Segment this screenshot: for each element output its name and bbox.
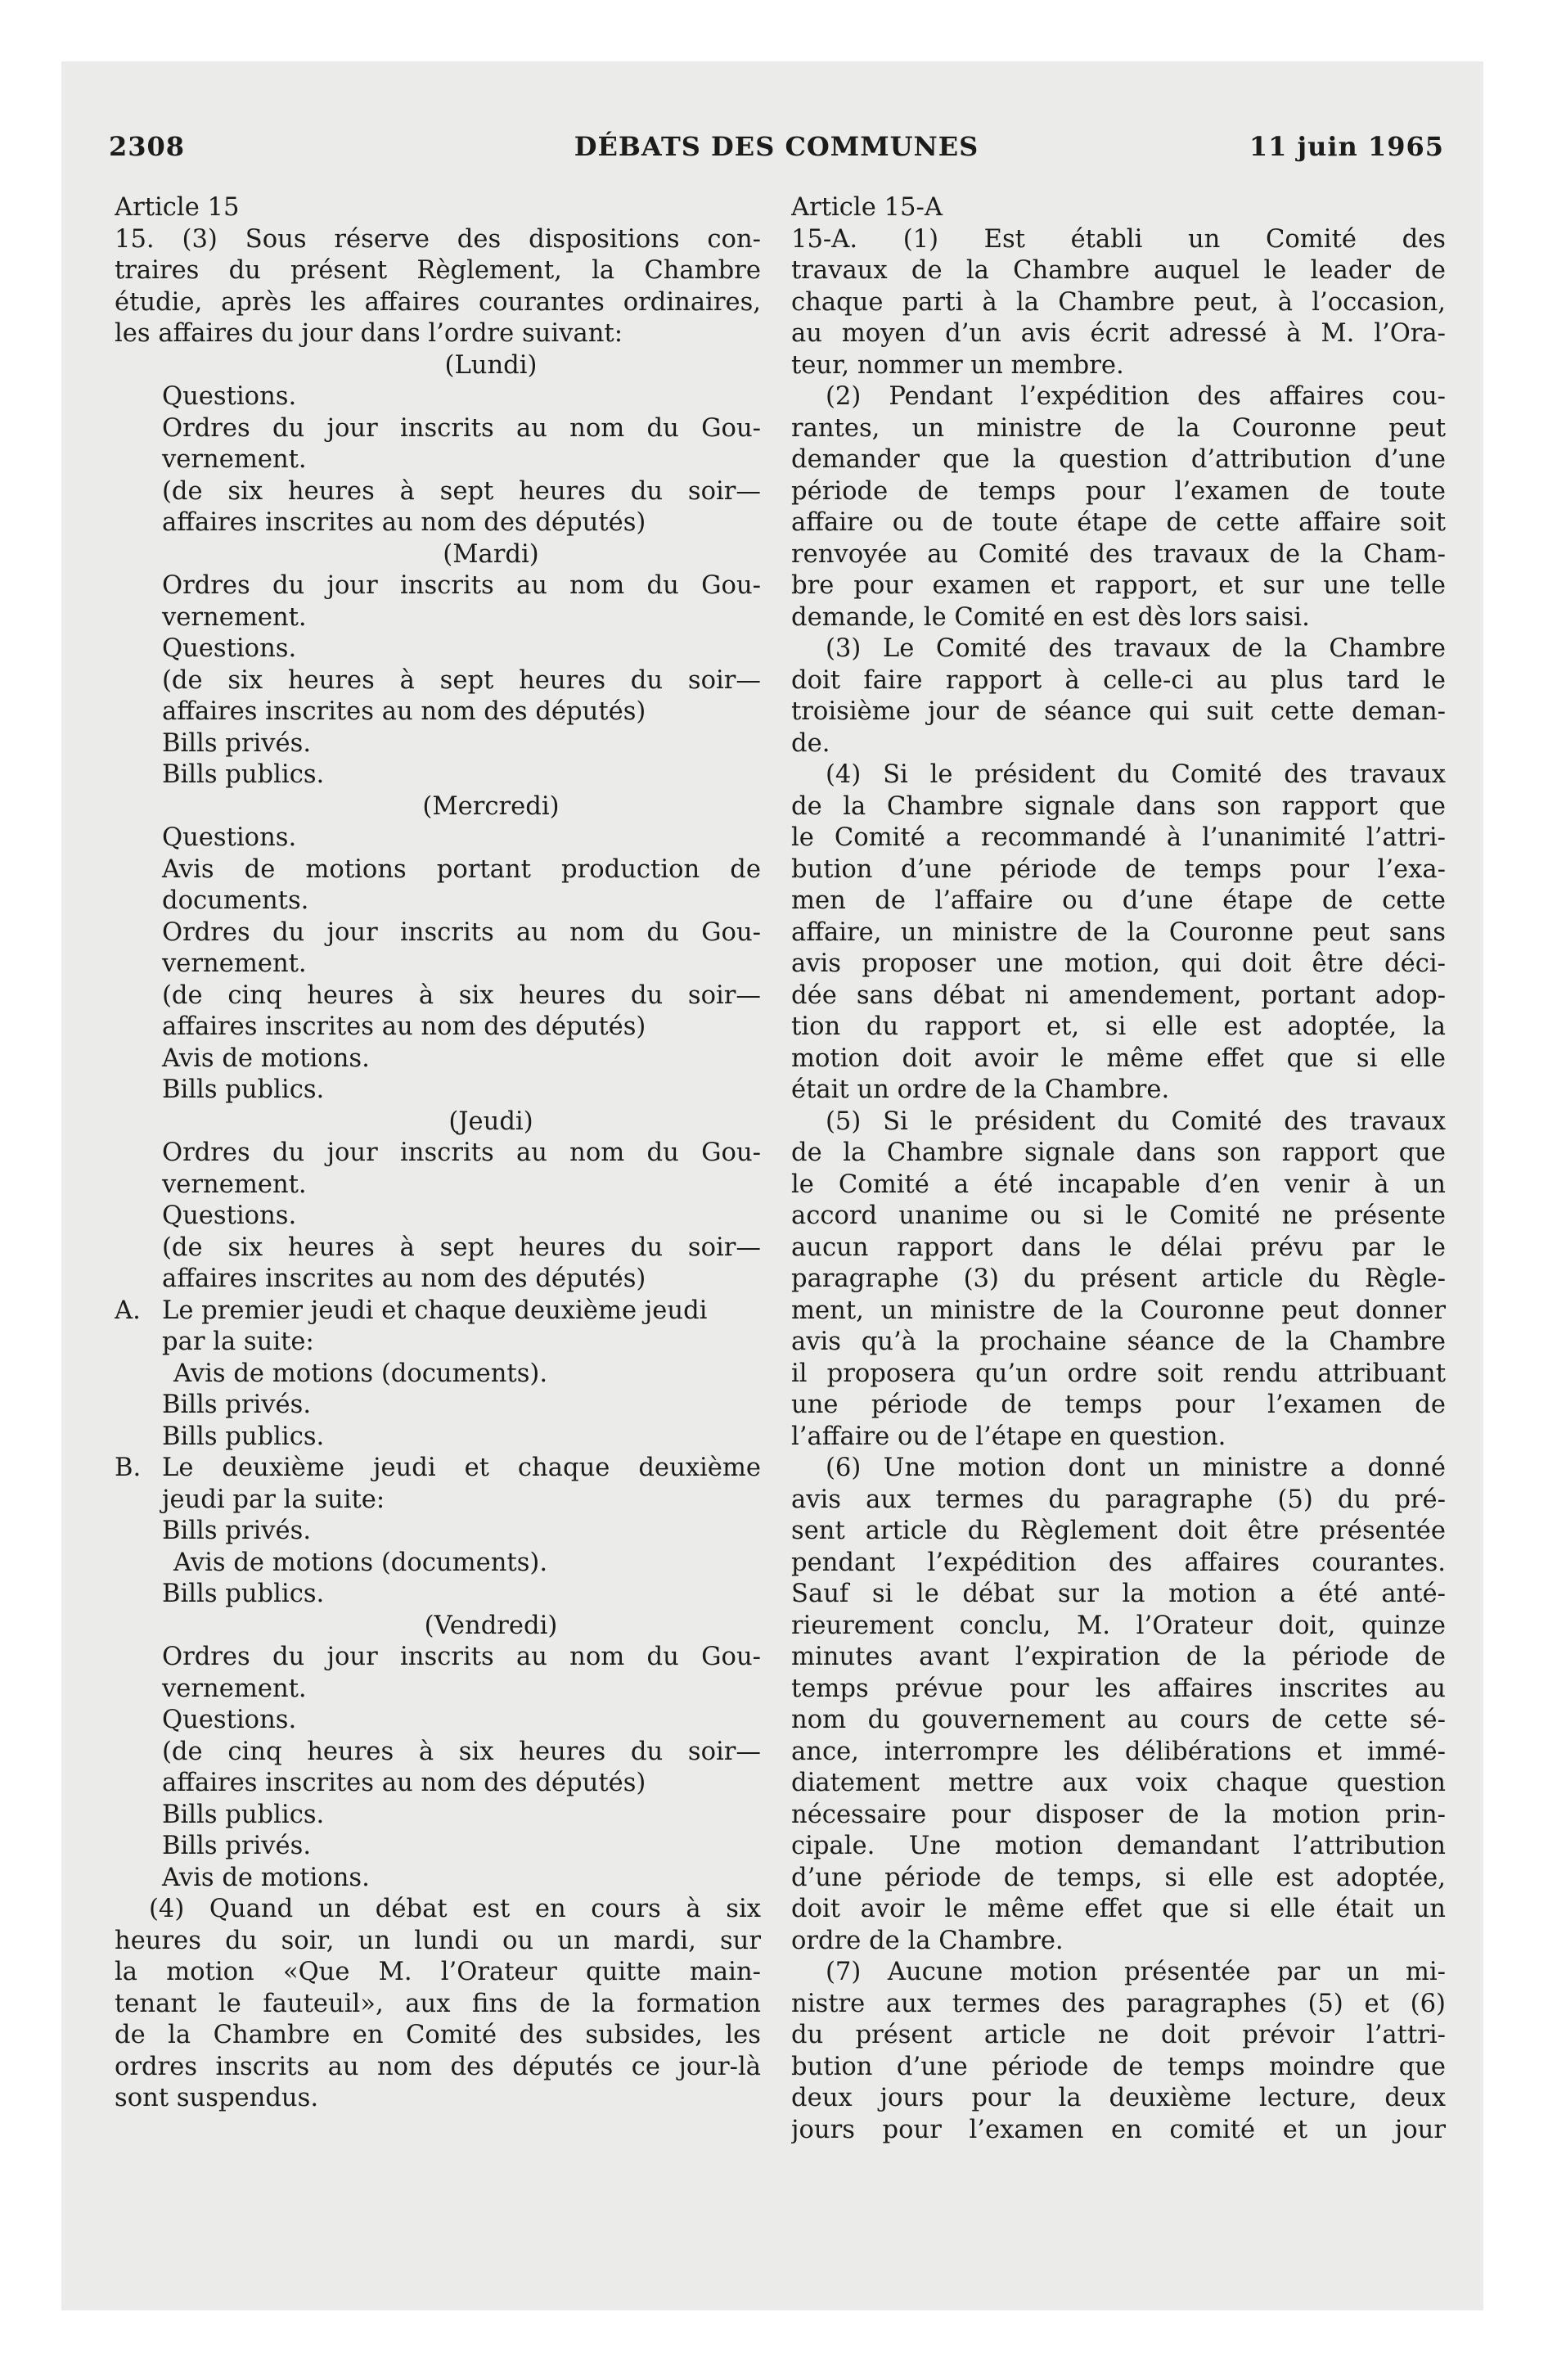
page-header xyxy=(109,131,1444,172)
text-line: du présent article ne doit prévoir l’attri- xyxy=(791,2021,1446,2049)
text-line: ordre de la Chambre. xyxy=(791,1926,1064,1955)
text-line: tion du rapport et, si elle est adoptée, la xyxy=(791,1012,1446,1041)
text-line: tenant le fauteuil», aux fins de la formation xyxy=(115,1989,761,2018)
text-line: nistre aux termes des paragraphes (5) et (6) xyxy=(791,1989,1446,2018)
text-line: de la Chambre signale dans son rapport que xyxy=(791,1138,1446,1167)
text-line: Avis de motions. xyxy=(162,1044,370,1073)
day-heading: (Jeudi) xyxy=(448,1107,533,1136)
text-line: doit avoir le même effet que si elle était un xyxy=(791,1895,1446,1923)
text-line: le Comité a recommandé à l’unanimité l’attri- xyxy=(791,823,1446,852)
article-heading: Article 15 xyxy=(115,193,240,222)
text-line: affaires inscrites au nom des députés) xyxy=(162,508,646,537)
item-text: Le premier jeudi et chaque deuxième jeudi xyxy=(162,1296,708,1325)
text-line: ment, un ministre de la Couronne peut donner xyxy=(791,1296,1446,1325)
text-line: affaires inscrites au nom des députés) xyxy=(162,1769,646,1797)
page-number: 2308 xyxy=(109,131,186,162)
text-line: vernement. xyxy=(162,602,307,632)
text-line: diatement mettre aux voix chaque question xyxy=(791,1769,1446,1797)
text-line: rantes, un ministre de la Couronne peut xyxy=(791,413,1446,443)
day-heading: (Mardi) xyxy=(443,539,539,569)
text-line: (6) Une motion dont un ministre a donné xyxy=(826,1454,1446,1482)
item-text: Le deuxième jeudi et chaque deuxième xyxy=(162,1454,761,1482)
text-line: vernement. xyxy=(162,949,307,978)
text-line: Questions. xyxy=(162,1706,297,1734)
text-line: travaux de la Chambre auquel le leader de xyxy=(791,256,1446,285)
text-line: (2) Pendant l’expédition des affaires cou- xyxy=(826,382,1446,411)
text-line: Bills publics. xyxy=(162,760,325,789)
text-line: nécessaire pour disposer de la motion prin- xyxy=(791,1800,1446,1829)
text-line: dée sans débat ni amendement, portant adop- xyxy=(791,980,1446,1010)
text-line: deux jours pour la deuxième lecture, deux xyxy=(791,2084,1446,2112)
text-line: rieurement conclu, M. l’Orateur doit, quinze xyxy=(791,1611,1446,1640)
text-line: la motion «Que M. l’Orateur quitte main- xyxy=(115,1958,761,1986)
text-line: Avis de motions. xyxy=(162,1863,370,1892)
text-line: (4) Si le président du Comité des travaux xyxy=(826,760,1446,789)
text-line: Bills privés. xyxy=(162,728,312,758)
text-line: avis qu’à la prochaine séance de la Chambre xyxy=(791,1327,1446,1356)
text-line: Questions. xyxy=(162,382,297,411)
text-line: paragraphe (3) du présent article du Règle- xyxy=(791,1264,1446,1293)
text-line: Ordres du jour inscrits au nom du Gou- xyxy=(162,413,761,443)
text-line: ordres inscrits au nom des députés ce jour-là xyxy=(115,2052,761,2081)
text-line: motion doit avoir le même effet que si elle xyxy=(791,1044,1446,1073)
text-line: bution d’une période de temps moindre que xyxy=(791,2052,1446,2081)
text-line: au moyen d’un avis écrit adressé à M. l’Ora- xyxy=(791,319,1446,348)
text-line: (de six heures à sept heures du soir— xyxy=(162,476,761,506)
publication-date: 11 juin 1965 xyxy=(1249,131,1444,162)
text-line: jours pour l’examen en comité et un jour xyxy=(791,2115,1446,2144)
text-line: de la Chambre signale dans son rapport que xyxy=(791,791,1446,821)
text-line: (de cinq heures à six heures du soir— xyxy=(162,980,761,1010)
article-heading: Article 15-A xyxy=(791,193,943,222)
text-line: traires du présent Règlement, la Chambre xyxy=(115,256,761,285)
item-letter: A. xyxy=(115,1296,141,1325)
text-line: documents. xyxy=(162,886,309,915)
text-line: Questions. xyxy=(162,634,297,663)
text-line: (3) Le Comité des travaux de la Chambre xyxy=(826,634,1446,663)
text-line: l’affaire ou de l’étape en question. xyxy=(791,1422,1226,1451)
text-line: il proposera qu’un ordre soit rendu attribuant xyxy=(791,1359,1446,1388)
text-line: doit faire rapport à celle-ci au plus tard le xyxy=(791,665,1446,695)
right-column xyxy=(791,192,1446,2146)
document-page xyxy=(61,61,1483,2310)
text-line: Bills publics. xyxy=(162,1800,325,1829)
text-line: accord unanime ou si le Comité ne présente xyxy=(791,1201,1446,1230)
text-line: Ordres du jour inscrits au nom du Gou- xyxy=(162,571,761,600)
text-line: sent article du Règlement doit être présentée xyxy=(791,1517,1446,1545)
text-line: bre pour examen et rapport, et sur une telle xyxy=(791,571,1446,600)
text-line: vernement. xyxy=(162,1674,307,1703)
left-column xyxy=(115,192,761,2115)
text-line: affaire ou de toute étape de cette affaire soit xyxy=(791,508,1446,537)
text-line: Bills privés. xyxy=(162,1391,312,1419)
text-line xyxy=(115,1453,761,1485)
text-line: renvoyée au Comité des travaux de la Cham- xyxy=(791,539,1446,569)
text-line: était un ordre de la Chambre. xyxy=(791,1075,1170,1104)
text-line: (de six heures à sept heures du soir— xyxy=(162,665,761,695)
text-line: Ordres du jour inscrits au nom du Gou- xyxy=(162,917,761,947)
text-line: le Comité a été incapable d’en venir à un xyxy=(791,1170,1446,1199)
text-line: (de cinq heures à six heures du soir— xyxy=(162,1737,761,1766)
text-line: une période de temps pour l’examen de xyxy=(791,1391,1446,1419)
text-line: pendant l’expédition des affaires courantes. xyxy=(791,1548,1446,1577)
text-line xyxy=(115,1296,761,1327)
text-line: Avis de motions (documents). xyxy=(173,1359,548,1388)
text-line: heures du soir, un lundi ou un mardi, sur xyxy=(115,1926,761,1955)
text-line: troisième jour de séance qui suit cette deman- xyxy=(791,697,1446,726)
text-line: sont suspendus. xyxy=(115,2084,319,2112)
text-line: (7) Aucune motion présentée par un mi- xyxy=(826,1958,1446,1986)
day-heading: (Mercredi) xyxy=(422,791,560,821)
text-line: men de l’affaire ou d’une étape de cette xyxy=(791,886,1446,915)
text-line: ance, interrompre les délibérations et immé- xyxy=(791,1737,1446,1766)
text-line: d’une période de temps, si elle est adoptée, xyxy=(791,1863,1446,1892)
text-line: bution d’une période de temps pour l’exa- xyxy=(791,854,1446,884)
text-line: 15-A. (1) Est établi un Comité des xyxy=(791,224,1446,254)
text-line: Avis de motions portant production de xyxy=(162,854,761,884)
item-letter: B. xyxy=(115,1454,142,1482)
text-line: Bills publics. xyxy=(162,1580,325,1608)
text-line: nom du gouvernement au cours de cette sé- xyxy=(791,1706,1446,1734)
text-line: vernement. xyxy=(162,1170,307,1199)
text-line: de. xyxy=(791,728,830,758)
text-line: (4) Quand un débat est en cours à six xyxy=(149,1895,761,1923)
text-line: temps prévue pour les affaires inscrites au xyxy=(791,1674,1446,1703)
text-line: aucun rapport dans le délai prévu par le xyxy=(791,1233,1446,1262)
text-line: Bills privés. xyxy=(162,1832,312,1860)
text-line: minutes avant l’expiration de la période de xyxy=(791,1643,1446,1671)
text-line: chaque parti à la Chambre peut, à l’occasion, xyxy=(791,287,1446,317)
text-line: vernement. xyxy=(162,445,307,474)
text-line: avis aux termes du paragraphe (5) du pré- xyxy=(791,1485,1446,1514)
text-line: période de temps pour l’examen de toute xyxy=(791,476,1446,506)
text-line: cipale. Une motion demandant l’attribution xyxy=(791,1832,1446,1860)
text-line: teur, nommer un membre. xyxy=(791,350,1124,380)
text-line: étudie, après les affaires courantes ordinaires, xyxy=(115,287,761,317)
text-line: Avis de motions (documents). xyxy=(173,1548,548,1577)
text-line: les affaires du jour dans l’ordre suivant: xyxy=(115,319,623,348)
text-line: 15. (3) Sous réserve des dispositions con- xyxy=(115,224,761,254)
text-line: (5) Si le président du Comité des travaux xyxy=(826,1107,1446,1136)
text-line: affaires inscrites au nom des députés) xyxy=(162,697,646,726)
publication-title: DÉBATS DES COMMUNES xyxy=(574,131,979,162)
text-line: Questions. xyxy=(162,1201,297,1230)
text-line: Bills publics. xyxy=(162,1075,325,1104)
text-line: Bills privés. xyxy=(162,1517,312,1545)
text-line: Questions. xyxy=(162,823,297,852)
day-heading: (Lundi) xyxy=(444,350,538,380)
text-line: demande, le Comité en est dès lors saisi. xyxy=(791,602,1310,632)
text-line: affaires inscrites au nom des députés) xyxy=(162,1012,646,1041)
text-line: Ordres du jour inscrits au nom du Gou- xyxy=(162,1643,761,1671)
text-line: avis proposer une motion, qui doit être déci- xyxy=(791,949,1446,978)
text-line: de la Chambre en Comité des subsides, les xyxy=(115,2021,761,2049)
text-line: Ordres du jour inscrits au nom du Gou- xyxy=(162,1138,761,1167)
text-line: Sauf si le débat sur la motion a été anté- xyxy=(791,1580,1446,1608)
text-line: affaires inscrites au nom des députés) xyxy=(162,1264,646,1293)
text-line: affaire, un ministre de la Couronne peut sans xyxy=(791,917,1446,947)
text-line: par la suite: xyxy=(162,1327,314,1356)
day-heading: (Vendredi) xyxy=(424,1611,558,1640)
text-line: Bills publics. xyxy=(162,1422,325,1451)
text-line: demander que la question d’attribution d’une xyxy=(791,445,1446,474)
text-line: (de six heures à sept heures du soir— xyxy=(162,1233,761,1262)
text-line: jeudi par la suite: xyxy=(162,1485,385,1514)
